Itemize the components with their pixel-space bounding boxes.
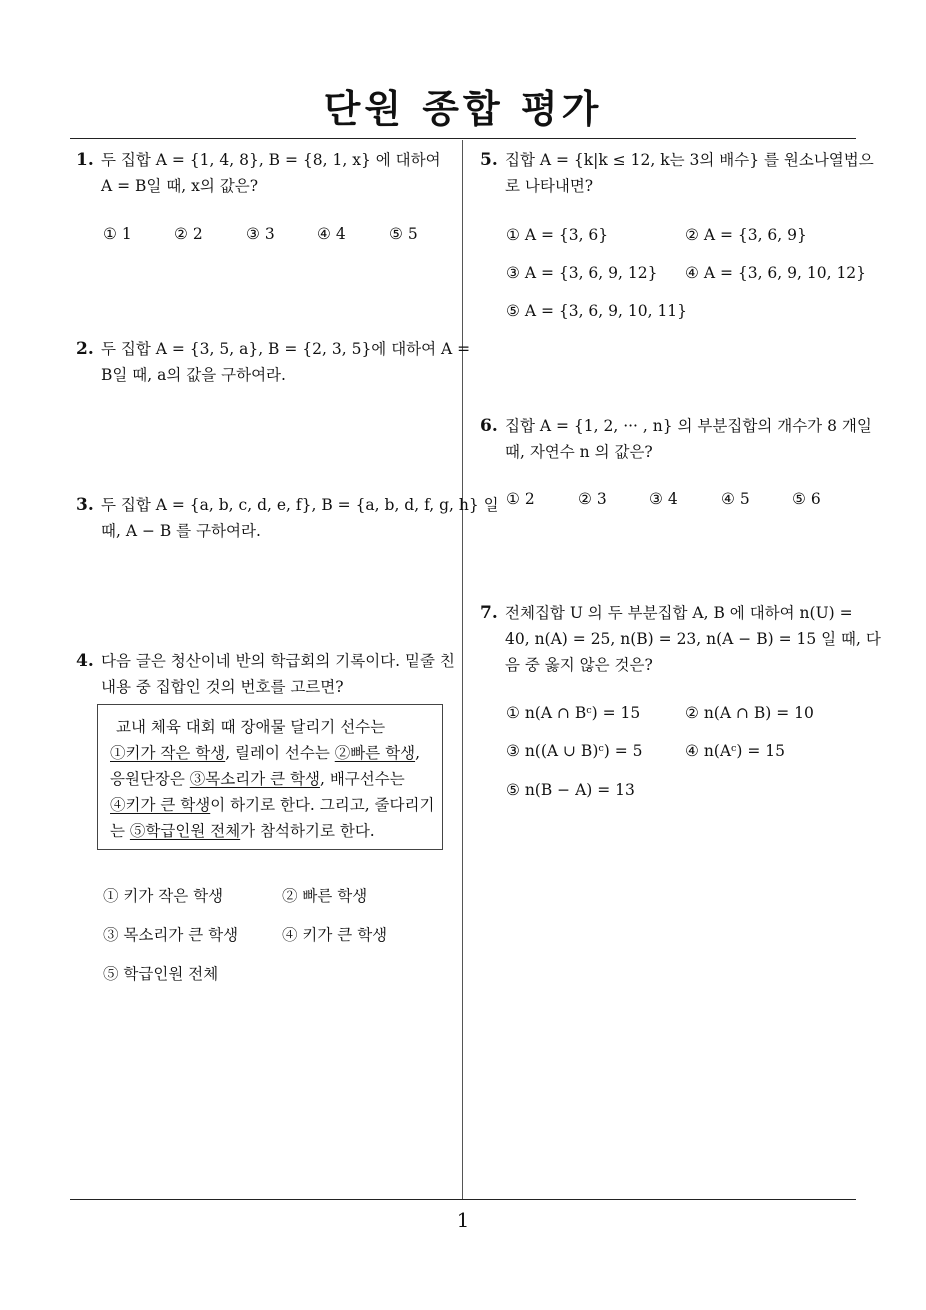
question-number: 7. — [480, 603, 498, 623]
underlined-item-3: ③목소리가 큰 학생 — [189, 770, 320, 788]
question-text: 음 중 옳지 않은 것은? — [505, 656, 653, 674]
choice-2[interactable]: ② n(A ∩ B) = 10 — [685, 704, 814, 722]
choice-1[interactable]: ① n(A ∩ Bᶜ) = 15 — [506, 704, 641, 722]
choice-5[interactable]: ⑤ A = {3, 6, 9, 10, 11} — [506, 302, 688, 320]
choice-5[interactable]: ⑤ 학급인원 전체 — [103, 965, 219, 983]
question-number: 6. — [480, 416, 498, 436]
question-text: A = B일 때, x의 값은? — [101, 177, 259, 195]
choice-2[interactable]: ② 2 — [174, 225, 203, 243]
question-5 — [480, 147, 874, 199]
column-divider — [462, 140, 463, 1200]
question-number: 5. — [480, 150, 498, 170]
box-line: 응원단장은 ③목소리가 큰 학생, 배구선수는 — [110, 770, 405, 788]
box-line: 는 ⑤학급인원 전체가 참석하기로 한다. — [110, 822, 375, 840]
question-text: 로 나타내면? — [505, 177, 594, 195]
question-text: 다음 글은 청산이네 반의 학급회의 기록이다. 밑줄 친 — [101, 652, 455, 670]
choice-4[interactable]: ④ n(Aᶜ) = 15 — [685, 742, 786, 760]
question-text: 두 집합 A = {3, 5, a}, B = {2, 3, 5}에 대하여 A = — [101, 340, 471, 358]
choice-4[interactable]: ④ 5 — [721, 490, 750, 508]
question-4 — [76, 648, 456, 700]
question-text: 두 집합 A = {a, b, c, d, e, f}, B = {a, b, d, f, g, h} 일 — [101, 496, 499, 514]
question-text: 두 집합 A = {1, 4, 8}, B = {8, 1, x} 에 대하여 — [101, 151, 441, 169]
question-text: 때, 자연수 n 의 값은? — [505, 443, 653, 461]
page-number: 1 — [456, 1208, 470, 1232]
choice-1[interactable]: ① 1 — [103, 225, 132, 243]
choice-3[interactable]: ③ 3 — [246, 225, 275, 243]
question-text: 전체집합 U 의 두 부분집합 A, B 에 대하여 n(U) = — [505, 604, 853, 622]
underlined-item-4: ④키가 큰 학생 — [110, 796, 211, 814]
underlined-item-5: ⑤학급인원 전체 — [129, 822, 241, 840]
choice-4[interactable]: ④ A = {3, 6, 9, 10, 12} — [685, 264, 867, 282]
question-1 — [76, 147, 456, 199]
choice-3[interactable]: ③ n((A ∪ B)ᶜ) = 5 — [506, 742, 643, 760]
question-3 — [76, 492, 499, 544]
underlined-item-2: ②빠른 학생 — [334, 744, 416, 762]
question-text: 40, n(A) = 25, n(B) = 23, n(A − B) = 15 일 때, 다 — [505, 630, 881, 648]
choice-5[interactable]: ⑤ n(B − A) = 13 — [506, 781, 635, 799]
question-number: 2. — [76, 339, 94, 359]
choice-3[interactable]: ③ 4 — [649, 490, 678, 508]
choice-2[interactable]: ② 빠른 학생 — [282, 887, 368, 905]
choice-4[interactable]: ④ 키가 큰 학생 — [282, 926, 388, 944]
question-6 — [480, 413, 872, 465]
question-number: 1. — [76, 150, 94, 170]
choice-1[interactable]: ① 2 — [506, 490, 535, 508]
footer-rule — [70, 1199, 856, 1200]
question-text: 내용 중 집합인 것의 번호를 고르면? — [101, 678, 344, 696]
page-title: 단원 종합 평가 — [323, 87, 603, 131]
question-text: 집합 A = {1, 2, ··· , n} 의 부분집합의 개수가 8 개일 — [505, 417, 872, 435]
question-number: 3. — [76, 495, 94, 515]
choice-3[interactable]: ③ A = {3, 6, 9, 12} — [506, 264, 658, 282]
choice-4[interactable]: ④ 4 — [317, 225, 346, 243]
question-7 — [480, 600, 881, 678]
choice-2[interactable]: ② A = {3, 6, 9} — [685, 226, 807, 244]
choice-5[interactable]: ⑤ 6 — [792, 490, 821, 508]
underlined-item-1: ①키가 작은 학생 — [110, 744, 226, 762]
choice-2[interactable]: ② 3 — [578, 490, 607, 508]
choice-1[interactable]: ① A = {3, 6} — [506, 226, 609, 244]
header-rule — [70, 138, 856, 139]
choice-1[interactable]: ① 키가 작은 학생 — [103, 887, 224, 905]
box-line: ①키가 작은 학생, 릴레이 선수는 ②빠른 학생, — [110, 744, 421, 762]
choice-3[interactable]: ③ 목소리가 큰 학생 — [103, 926, 239, 944]
question-text: 때, A − B 를 구하여라. — [101, 522, 261, 540]
question-2 — [76, 336, 471, 388]
question-text: B일 때, a의 값을 구하여라. — [101, 366, 286, 384]
question-number: 4. — [76, 651, 94, 671]
box-line: ④키가 큰 학생이 하기로 한다. 그리고, 줄다리기 — [110, 796, 435, 814]
meeting-record-box — [97, 704, 443, 850]
choice-5[interactable]: ⑤ 5 — [389, 225, 418, 243]
question-text: 집합 A = {k|k ≤ 12, k는 3의 배수} 를 원소나열법으 — [505, 151, 874, 169]
box-line: 교내 체육 대회 때 장애물 달리기 선수는 — [116, 718, 386, 736]
